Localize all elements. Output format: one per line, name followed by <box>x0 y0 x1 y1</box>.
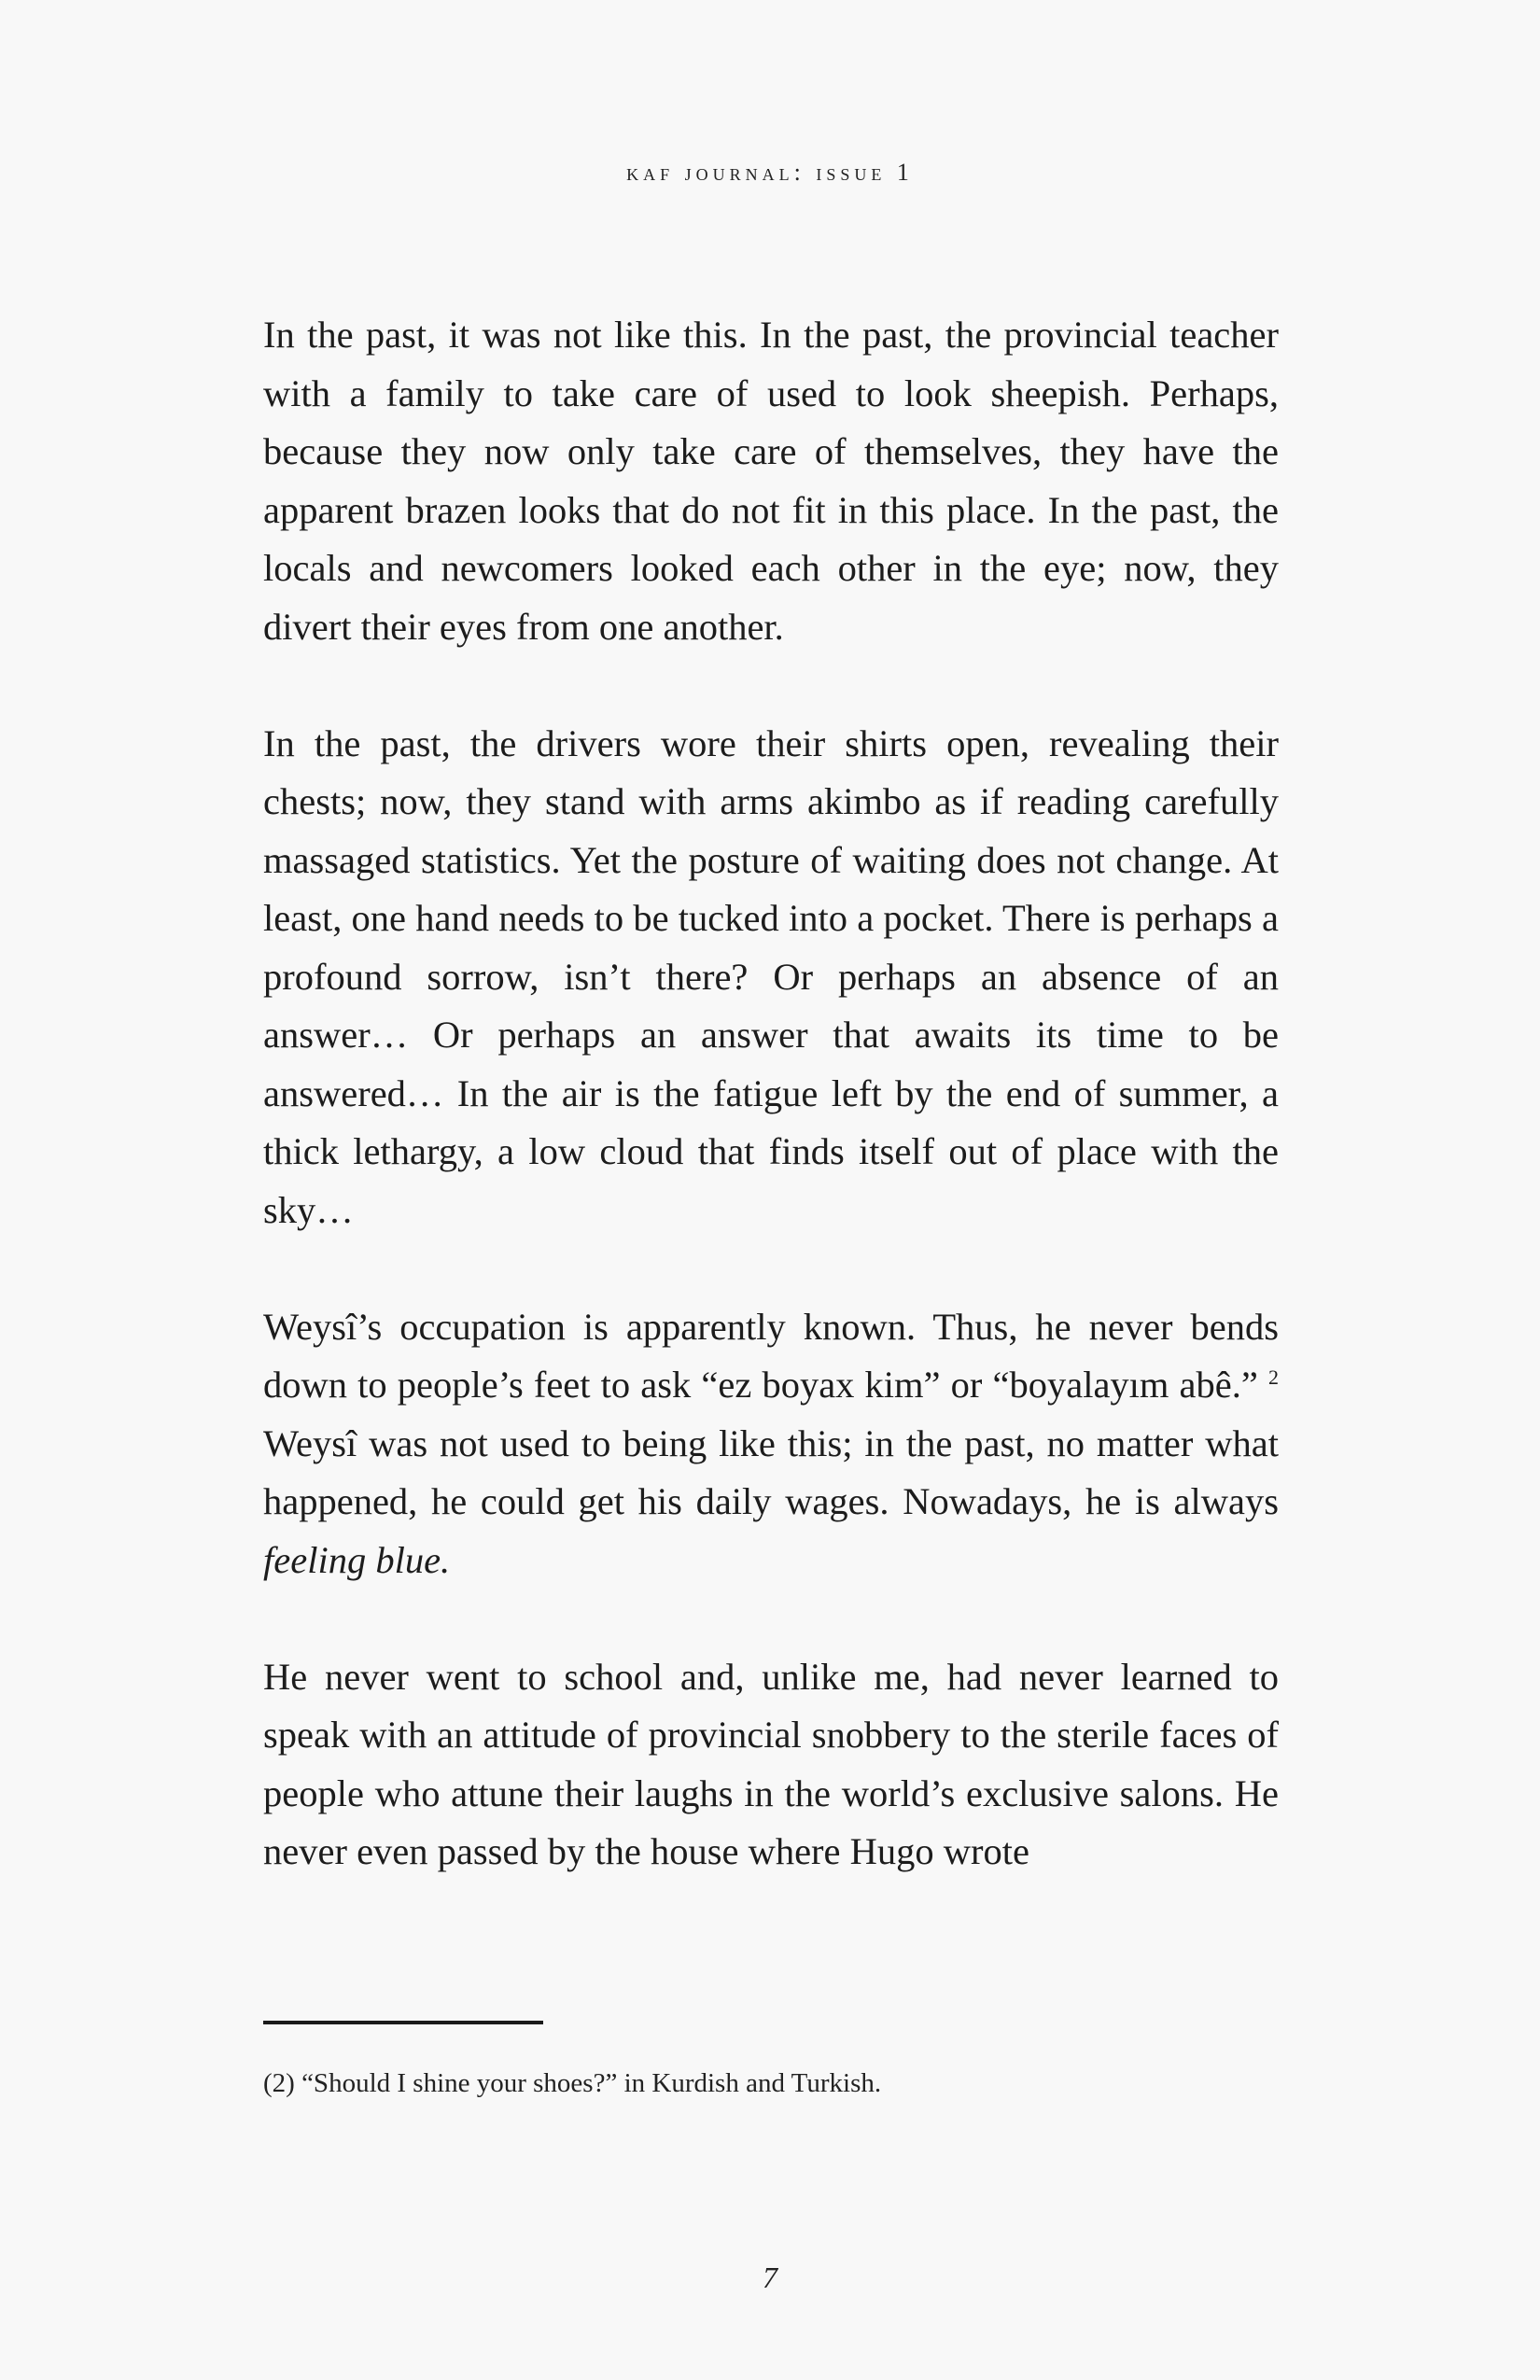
paragraph-4: He never went to school and, unlike me, had never learned to speak with an attitude of provincial snobbery to the sterile faces of people who attune their laughs in the world’s exclusive salons. He never even passed by the house where Hugo wrote <box>263 1655 1279 1872</box>
footnote-reference[interactable]: 2 <box>1268 1365 1279 1389</box>
body-text <box>263 306 1279 1882</box>
running-header: kaf journal: issue 1 <box>626 159 914 186</box>
footnote-text: (2) “Should I shine your shoes?” in Kurdish and Turkish. <box>263 2068 882 2098</box>
paragraph-3 <box>263 1298 1279 1590</box>
italic-phrase: feeling blue. <box>263 1538 451 1581</box>
paragraph-3-text-after-ref: Weysî was not used to being like this; in the past, no matter what happened, he could get his daily wages. Nowadays, he is always <box>263 1421 1279 1522</box>
page-number: 7 <box>763 2261 777 2294</box>
paragraph-1: In the past, it was not like this. In the past, the provincial teacher with a family to take care of used to look sheepish. Perhaps, because they now only take care of themselves, they have the apparent brazen looks that do not fit in this place. In the past, the locals and newcomers looked each other in the eye; now, they divert their eyes from one another. <box>263 314 1279 648</box>
paragraph-2: In the past, the drivers wore their shirts open, revealing their chests; now, they stand with arms akimbo as if reading carefully massaged statistics. Yet the posture of waiting does not change. At least, one hand needs to be tucked into a pocket. There is perhaps a profound sorrow, isn’t there? Or perhaps an absence of an answer… Or perhaps an answer that awaits its time to be answered… In the air is the fatigue left by the end of summer, a thick lethargy, a low cloud that finds itself out of place with the sky… <box>263 721 1279 1231</box>
footnote-divider <box>263 2021 543 2024</box>
paragraph-3-text-before-ref: Weysî’s occupation is apparently known. Thus, he never bends down to people’s feet to ask “ez boyax kim” or “boyalayım abê.” <box>263 1305 1279 1406</box>
